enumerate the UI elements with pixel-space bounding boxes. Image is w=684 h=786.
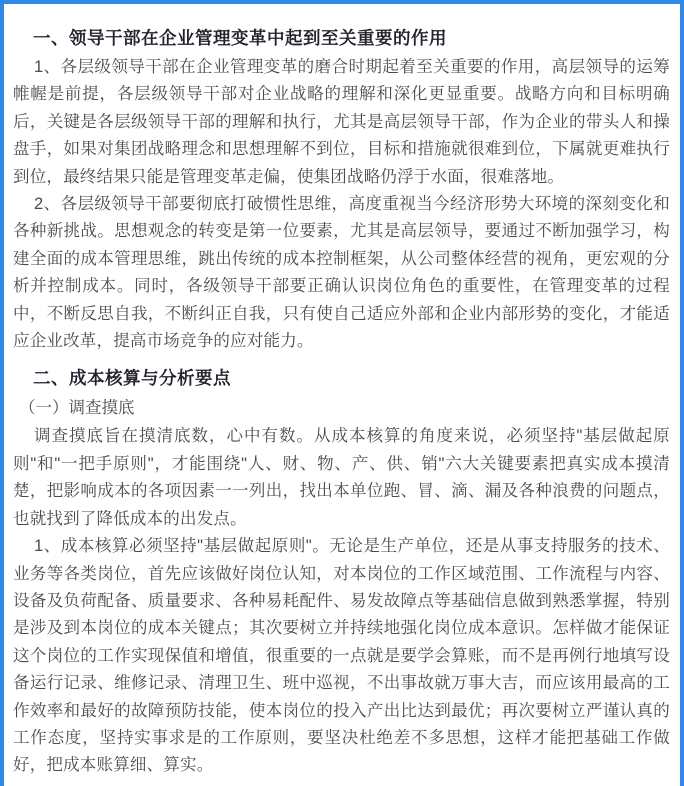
paragraph-2: 2、各层级领导干部要彻底打破惯性思维，高度重视当今经济形势大环境的深刻变化和各种新挑战。思想观念的转变是第一位要素，尤其是高层领导，要通过不断加强学习，构建全面的成本管理思维，跳出传统的成本控制框架，从公司整体经营的视角，更宏观的分析并控制成本。同时，各级领导干部要正确认识岗位角色的重要性，在管理变革的过程中，不断反思自我，不断纠正自我，只有使自己适应外部和企业内部形势的变化，才能适应企业改革，提高市场竞争的应对能力。 <box>13 195 670 351</box>
paragraph-3: 调查摸底旨在摸清底数，心中有数。从成本核算的角度来说，必须坚持"基层做起原则"和"一把手原则"，才能围绕"人、财、物、产、供、销"六大关键要素把真实成本摸清楚，把影响成本的各项因素一一列出，找出本单位跑、冒、滴、漏及各种浪费的问题点，也就找到了降低成本的出发点。 <box>13 427 670 528</box>
section-heading-1: 一、领导干部在企业管理变革中起到至关重要的作用 <box>33 28 447 48</box>
sub-heading-survey: （一）调查摸底 <box>19 399 135 418</box>
document-content <box>4 4 680 786</box>
section-heading-2: 二、成本核算与分析要点 <box>33 368 231 389</box>
paragraph-1: 1、各层级领导干部在企业管理变革的磨合时期起着至关重要的作用，高层领导的运筹帷幄是前提，各层级领导干部对企业战略的理解和深化更显重要。战略方向和目标明确后，关键是各层级领导干部的理解和执行，尤其是高层领导干部，作为企业的带头人和操盘手，如果对集团战略理念和思想理解不到位，目标和措施就很难到位，下属就更难执行到位，最终结果只能是管理变革走偏，使集团战略仍浮于水面，很难落地。 <box>13 58 670 186</box>
paragraph-4: 1、成本核算必须坚持"基层做起原则"。无论是生产单位，还是从事支持服务的技术、业务等各类岗位，首先应该做好岗位认知，对本岗位的工作区域范围、工作流程与内容、设备及负荷配备、质量要求、各种易耗配件、易发故障点等基础信息做到熟悉掌握，特别是涉及到本岗位的成本关键点；其次要树立并持续地强化岗位成本意识。怎样做才能保证这个岗位的工作实现保值和增值，很重要的一点就是要学会算账，而不是再例行地填写设备运行记录、维修记录、清理卫生、班中巡视，不出事故就万事大吉，而应该用最高的工作效率和最好的故障预防技能，使本岗位的投入产出比达到最优；再次要树立严谨认真的工作态度，坚持实事求是的工作原则，要坚决杜绝差不多思想，这样才能把基础工作做好，把成本账算细、算实。 <box>13 537 670 775</box>
